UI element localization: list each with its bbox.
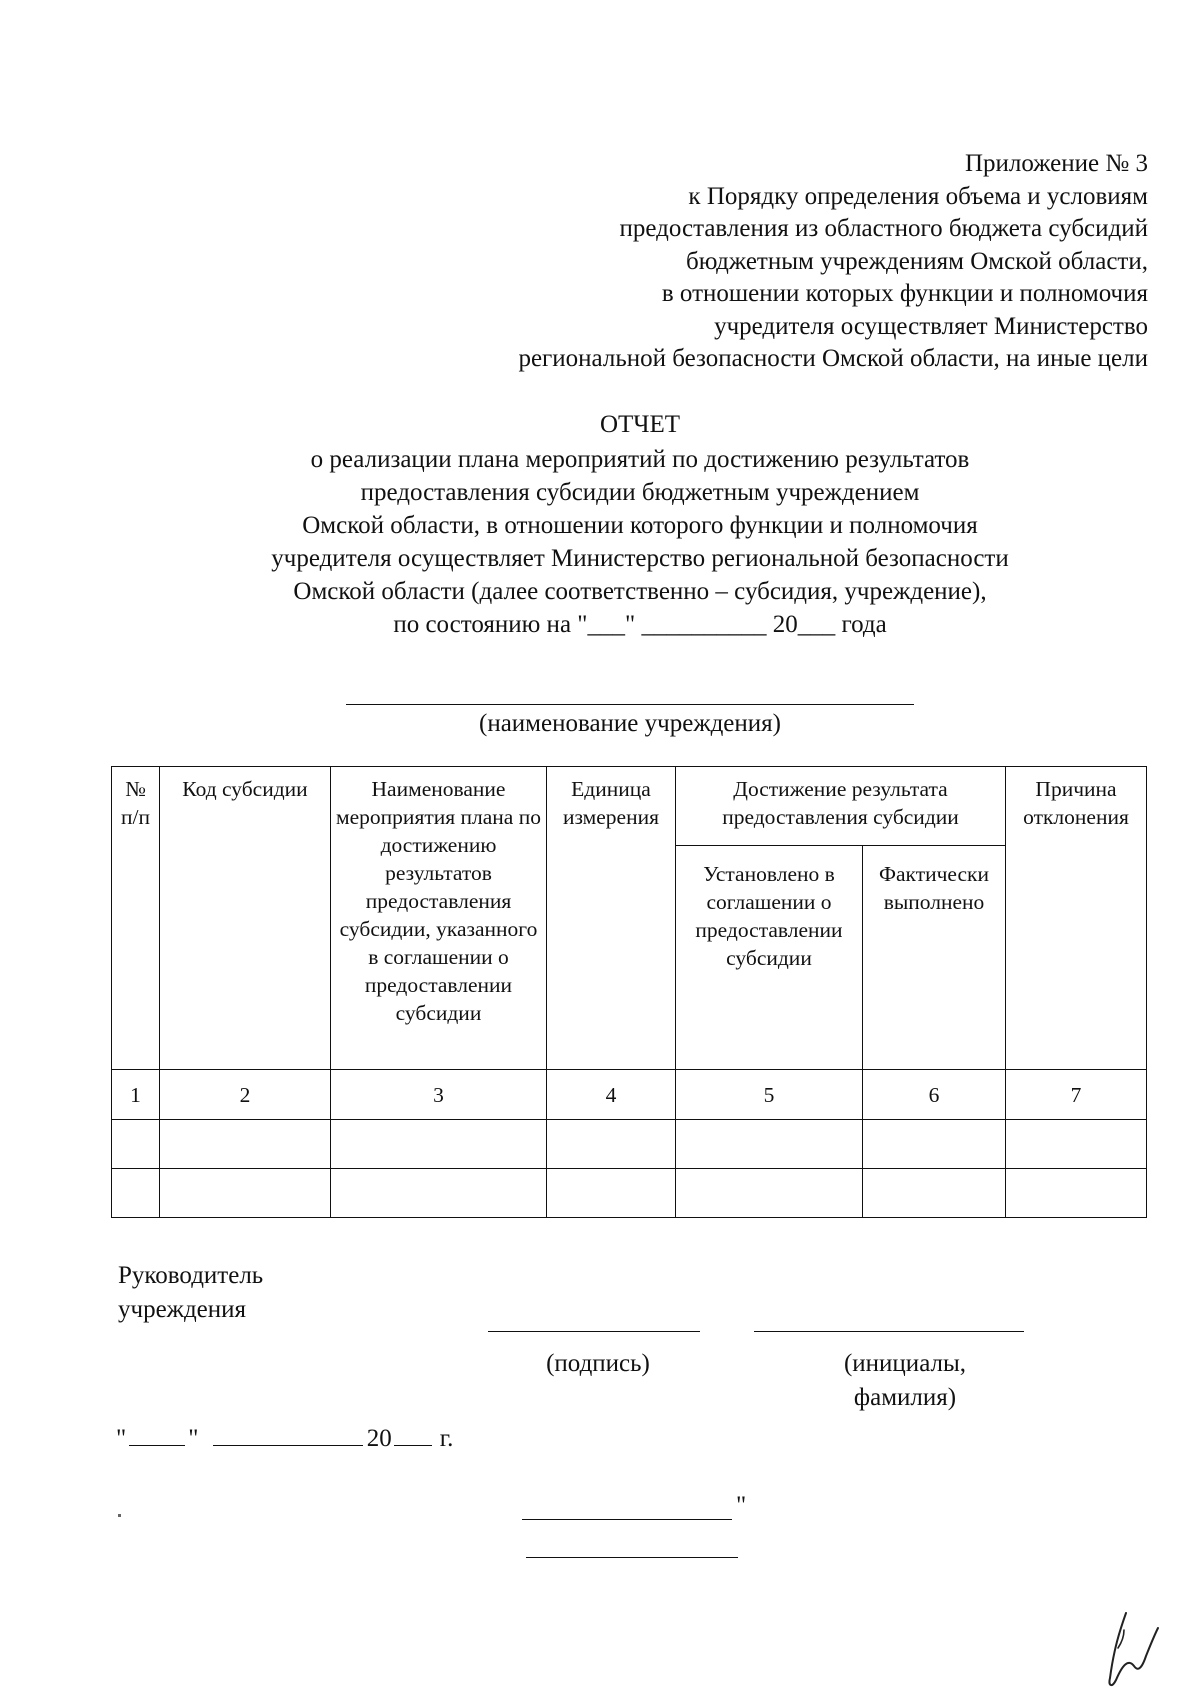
- table-cell[interactable]: [863, 1120, 1006, 1169]
- report-subtitle-line: учредителя осуществляет Министерство региональной безопасности: [271, 545, 1009, 572]
- table-cell[interactable]: [547, 1120, 676, 1169]
- appendix-line: учредителя осуществляет Министерство: [714, 312, 1148, 340]
- appendix-line: в отношении которых функции и полномочия: [661, 280, 1148, 307]
- appendix-line: к Порядку определения объема и условиям: [688, 182, 1148, 210]
- report-table: [111, 766, 1147, 1218]
- column-number: 4: [547, 1070, 676, 1120]
- table-cell[interactable]: [331, 1120, 547, 1169]
- report-subtitle-line: Омской области, в отношении которого функции и полномочия: [302, 512, 978, 539]
- header-planned: Установлено в соглашении о предоставлении субсидии: [676, 846, 863, 1070]
- header-achievement: Достижение результата предоставления субсидии: [676, 767, 1006, 846]
- date-day-blank[interactable]: [129, 1423, 185, 1446]
- header-unit: Единица измерения: [547, 767, 676, 1070]
- org-name-caption: (наименование учреждения): [479, 710, 781, 737]
- signature-date: [116, 1422, 453, 1456]
- report-date-line: по состоянию на "___" __________ 20___ года: [393, 611, 887, 638]
- header-reason: Причина отклонения: [1006, 767, 1147, 1070]
- table-cell[interactable]: [676, 1120, 863, 1169]
- table-cell[interactable]: [1006, 1120, 1147, 1169]
- table-cell[interactable]: [160, 1120, 331, 1169]
- stamp-line: [526, 1557, 738, 1558]
- table-row: [112, 1120, 1147, 1169]
- table-cell[interactable]: [547, 1169, 676, 1218]
- initials-signature: [1098, 1608, 1168, 1688]
- report-title-block: [40, 408, 1200, 641]
- table-cell[interactable]: [112, 1120, 160, 1169]
- column-number: 2: [160, 1070, 331, 1120]
- stamp-quote: ": [736, 1492, 747, 1519]
- header-code: Код субсидии: [160, 767, 331, 1070]
- appendix-line: региональной безопасности Омской области, на иные цели: [518, 345, 1148, 372]
- initials-caption-line: фамилия): [853, 1384, 957, 1411]
- appendix-line: предоставления из областного бюджета субсидий: [619, 215, 1148, 242]
- appendix-line: Приложение № 3: [964, 150, 1148, 177]
- table-number-row: [112, 1070, 1147, 1120]
- table-cell[interactable]: [331, 1169, 547, 1218]
- header-no: № п/п: [112, 767, 160, 1070]
- report-subtitle-line: Омской области (далее соответственно – субсидия, учреждение),: [293, 578, 987, 605]
- date-year-prefix: 20: [366, 1425, 392, 1452]
- head-label-line: учреждения: [118, 1296, 247, 1323]
- report-subtitle-line: о реализации плана мероприятий по достижению результатов: [310, 446, 970, 473]
- table-row: [112, 1169, 1147, 1218]
- scan-dot: [118, 1514, 121, 1517]
- stamp-line: [522, 1519, 732, 1520]
- signature-line[interactable]: [488, 1331, 700, 1332]
- appendix-header: [518, 148, 1148, 376]
- report-title: ОТЧЕТ: [599, 411, 681, 438]
- header-event-name: Наименование мероприятия плана по достижению результатов предоставления субсидии, указанного в соглашении о предоставлении субсидии: [331, 767, 547, 1070]
- head-label-line: Руководитель: [118, 1262, 264, 1289]
- initials-caption: [790, 1347, 1020, 1415]
- table-header-row: [112, 767, 1147, 846]
- column-number: 7: [1006, 1070, 1147, 1120]
- appendix-line: бюджетным учреждениям Омской области,: [686, 247, 1148, 275]
- head-of-institution-label: [118, 1259, 263, 1327]
- initials-line[interactable]: [754, 1331, 1024, 1332]
- column-number: 3: [331, 1070, 547, 1120]
- table-cell[interactable]: [160, 1169, 331, 1218]
- date-year-blank[interactable]: [394, 1423, 432, 1446]
- table-cell[interactable]: [1006, 1169, 1147, 1218]
- table-cell[interactable]: [863, 1169, 1006, 1218]
- date-open-quote: ": [116, 1425, 127, 1452]
- column-number: 5: [676, 1070, 863, 1120]
- initials-caption-line: (инициалы,: [843, 1350, 967, 1377]
- date-suffix: г.: [439, 1425, 454, 1452]
- report-subtitle-line: предоставления субсидии бюджетным учреждением: [360, 479, 920, 506]
- signature-caption: (подпись): [546, 1350, 650, 1377]
- table-cell[interactable]: [112, 1169, 160, 1218]
- date-close-quote: ": [188, 1425, 199, 1452]
- org-name-line: [346, 704, 914, 705]
- table-cell[interactable]: [676, 1169, 863, 1218]
- column-number: 1: [112, 1070, 160, 1120]
- column-number: 6: [863, 1070, 1006, 1120]
- date-month-blank[interactable]: [213, 1423, 363, 1446]
- header-actual: Фактически выполнено: [863, 846, 1006, 1070]
